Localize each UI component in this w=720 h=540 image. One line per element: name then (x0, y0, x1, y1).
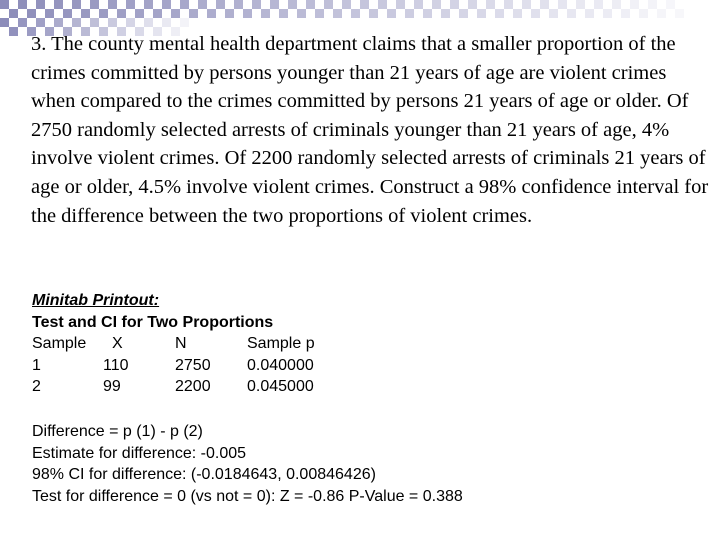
checker-square (612, 0, 621, 9)
checker-square (486, 0, 495, 9)
difference-estimate: Estimate for difference: -0.005 (32, 444, 247, 462)
checker-square (36, 0, 45, 9)
checker-square (234, 0, 243, 9)
checker-square (657, 9, 666, 18)
checker-square (423, 9, 432, 18)
checker-square (243, 9, 252, 18)
checker-square (504, 0, 513, 9)
checker-square (468, 0, 477, 9)
checker-square (396, 0, 405, 9)
checker-square (450, 0, 459, 9)
checker-square (477, 9, 486, 18)
checker-square (351, 9, 360, 18)
checker-square (108, 18, 117, 27)
checker-square (531, 9, 540, 18)
checker-square (144, 0, 153, 9)
checker-square (135, 9, 144, 18)
checker-square (0, 0, 9, 9)
checker-square (207, 9, 216, 18)
checker-square (333, 9, 342, 18)
checker-square (432, 0, 441, 9)
checker-square (72, 0, 81, 9)
checker-square (675, 9, 684, 18)
checker-square (522, 0, 531, 9)
checker-square (81, 9, 90, 18)
table-row (32, 376, 314, 398)
checker-square (270, 0, 279, 9)
checker-square (567, 9, 576, 18)
table-cell: 0.045000 (247, 378, 314, 396)
problem-statement: 3. The county mental health department claims that a smaller proportion of the crimes committed by persons younger than 21 years of age are violent crimes when compared to the crimes committed by persons 21 years of age or older. Of 2750 randomly selected arrests of criminals younger than 21 years of age, 4% involve violent crimes. Of 2200 randomly selected arrests of criminals 21 years of age or older, 4.5% involve violent crimes. Construct a 98% confidence interval for the difference between the two proportions of violent crimes. (31, 33, 709, 227)
table-header-row (32, 333, 315, 355)
checker-square (621, 9, 630, 18)
checker-square (459, 9, 468, 18)
checker-square (36, 18, 45, 27)
checker-square (18, 18, 27, 27)
minitab-title: Test and CI for Two Proportions (32, 313, 274, 331)
checker-square (576, 0, 585, 9)
table-cell: 0.040000 (247, 356, 314, 374)
proportions-table (32, 333, 315, 419)
checker-square (198, 0, 207, 9)
checker-square (0, 18, 9, 27)
checker-square (540, 0, 549, 9)
checker-square (513, 9, 522, 18)
checker-square (99, 9, 108, 18)
column-header: Sample (32, 335, 87, 353)
checker-square (9, 9, 18, 18)
checker-square (549, 9, 558, 18)
checker-square (558, 0, 567, 9)
checker-square (54, 0, 63, 9)
checker-square (648, 0, 657, 9)
checker-square (306, 0, 315, 9)
checker-square (495, 9, 504, 18)
checker-square (252, 0, 261, 9)
checker-square (171, 9, 180, 18)
checker-square (225, 9, 234, 18)
checker-square (378, 0, 387, 9)
checker-square (639, 9, 648, 18)
hypothesis-test-result: Test for difference = 0 (vs not = 0): Z = -0.86 P-Value = 0.388 (32, 487, 463, 505)
checker-square (369, 9, 378, 18)
checker-square (180, 0, 189, 9)
checker-square (324, 0, 333, 9)
table-row (32, 355, 314, 377)
checker-square (45, 9, 54, 18)
column-header: X (112, 335, 123, 353)
checker-square (288, 0, 297, 9)
table-cell: 1 (32, 356, 41, 374)
checker-square (27, 9, 36, 18)
checker-square (594, 0, 603, 9)
table-cell: 2 (32, 378, 41, 396)
column-header: N (175, 335, 187, 353)
checker-square (315, 9, 324, 18)
checker-square (279, 9, 288, 18)
table-cell: 110 (103, 356, 129, 374)
checker-square (441, 9, 450, 18)
checker-square (189, 9, 198, 18)
column-header: Sample p (247, 335, 315, 353)
minitab-summary (32, 421, 463, 507)
checker-square (414, 0, 423, 9)
checker-square (261, 9, 270, 18)
checker-square (90, 18, 99, 27)
checker-square (90, 0, 99, 9)
checker-square (72, 18, 81, 27)
checker-square (342, 0, 351, 9)
minitab-heading: Minitab Printout: (32, 292, 160, 309)
checker-square (630, 0, 639, 9)
difference-definition: Difference = p (1) - p (2) (32, 423, 203, 440)
checker-square (108, 0, 117, 9)
checker-square (387, 9, 396, 18)
checker-square (216, 0, 225, 9)
checker-square (162, 0, 171, 9)
checker-square (117, 9, 126, 18)
checker-square (144, 18, 153, 27)
table-cell: 2750 (175, 356, 211, 374)
table-cell: 99 (103, 378, 121, 396)
checker-square (360, 0, 369, 9)
checker-square (603, 9, 612, 18)
checker-square (54, 18, 63, 27)
checker-square (63, 9, 72, 18)
confidence-interval: 98% CI for difference: (-0.0184643, 0.00846426) (32, 466, 376, 484)
checker-square (18, 0, 27, 9)
checker-square (162, 18, 171, 27)
checker-square (180, 18, 189, 27)
checker-square (126, 18, 135, 27)
table-cell: 2200 (175, 378, 211, 396)
checker-square (126, 0, 135, 9)
checker-square (585, 9, 594, 18)
checker-square (153, 9, 162, 18)
checker-square (9, 27, 18, 36)
checker-square (405, 9, 414, 18)
checker-square (297, 9, 306, 18)
minitab-printout (32, 290, 315, 419)
checker-square (666, 0, 675, 9)
